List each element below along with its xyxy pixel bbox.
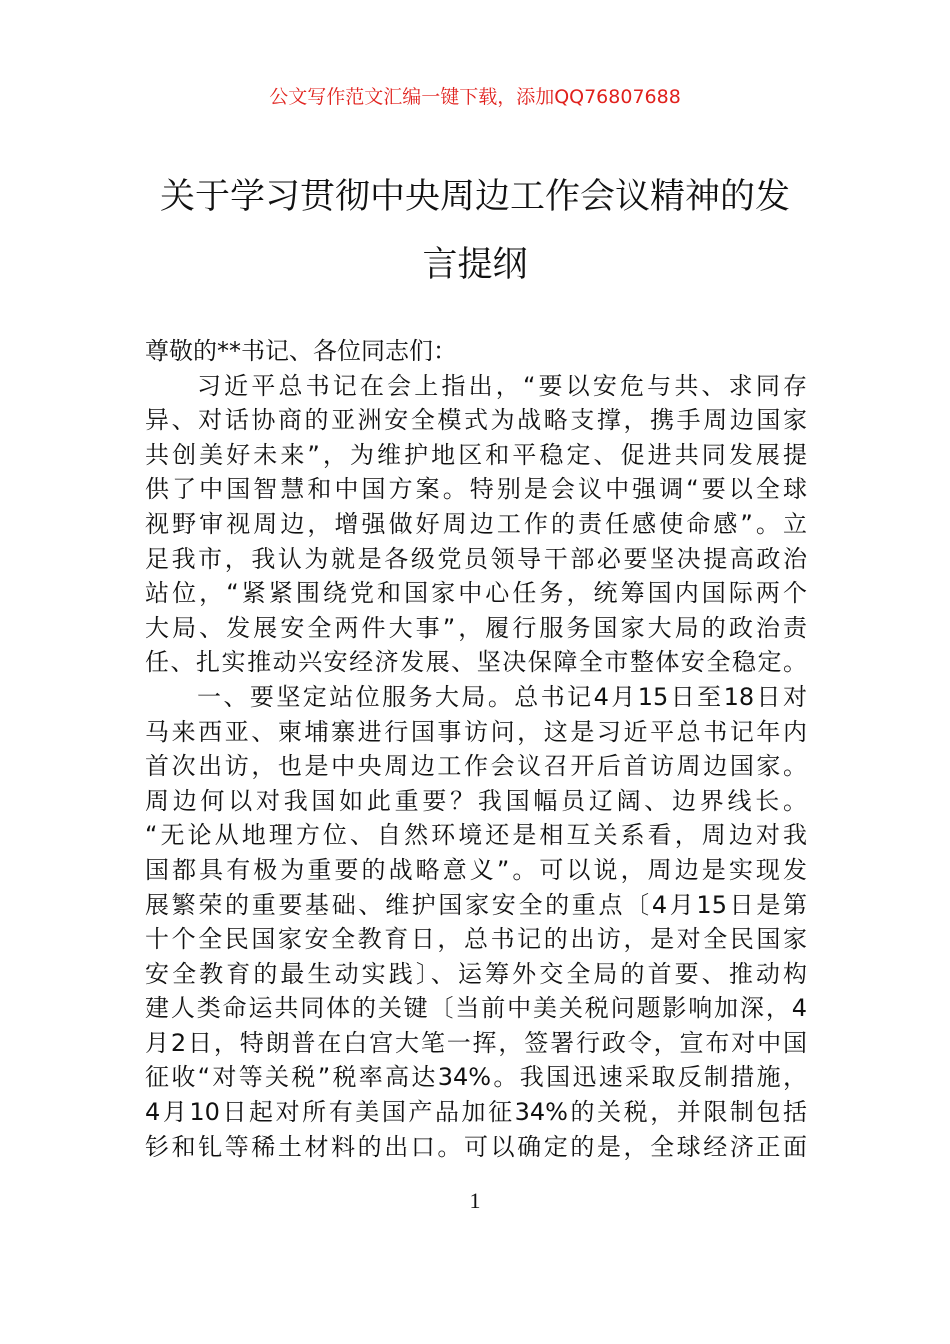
- text-line: 4月10日起对所有美国产品加征34%的关税，并限制包括: [145, 1098, 807, 1127]
- text-line: 展繁荣的重要基础、维护国家安全的重点〔4月15日是第: [145, 890, 807, 919]
- paragraph-intro: [145, 369, 807, 680]
- text-line: 供了中国智慧和中国方案。特别是会议中强调“要以全球: [145, 475, 807, 504]
- text-line: “无论从地理方位、自然环境还是相互关系看，周边对我: [145, 821, 807, 850]
- salutation: 尊敬的**书记、各位同志们：: [145, 337, 457, 365]
- paragraph-section-1: [145, 680, 807, 1164]
- text-line: 大局、发展安全两件大事”，履行服务国家大局的政治责: [145, 613, 807, 642]
- text-line: 钐和钆等稀土材料的出口。可以确定的是，全球经济正面: [145, 1132, 807, 1161]
- text-line: 国都具有极为重要的战略意义”。可以说，周边是实现发: [145, 855, 807, 884]
- text-line: 足我市，我认为就是各级党员领导干部必要坚决提高政治: [145, 544, 807, 573]
- page-number: 1: [469, 1188, 481, 1213]
- text-line: 首次出访，也是中央周边工作会议召开后首访周边国家。: [145, 752, 807, 781]
- document-title: [150, 163, 800, 299]
- text-line: 月2日，特朗普在白宫大笔一挥，签署行政令，宣布对中国: [145, 1028, 807, 1057]
- title-line-1: 关于学习贯彻中央周边工作会议精神的发: [159, 177, 790, 217]
- title-line-2: 言提纲: [422, 245, 528, 285]
- text-line: 建人类命运共同体的关键〔当前中美关税问题影响加深，4: [145, 994, 807, 1023]
- text-line: 周边何以对我国如此重要？我国幅员辽阔、边界线长。: [145, 786, 807, 815]
- text-line: 安全教育的最生动实践〕、运筹外交全局的首要、推动构: [145, 959, 807, 988]
- text-line: 异、对话协商的亚洲安全模式为战略支撑，携手周边国家: [145, 406, 807, 435]
- text-line: 站位，“紧紧围绕党和国家中心任务，统筹国内国际两个: [145, 579, 807, 608]
- text-line: 共创美好未来”，为维护地区和平稳定、促进共同发展提: [145, 440, 807, 469]
- text-line: 马来西亚、柬埔寨进行国事访问，这是习近平总书记年内: [145, 717, 807, 746]
- promo-header: 公文写作范文汇编一键下载，添加QQ76807688: [269, 86, 681, 108]
- text-line: 视野审视周边，增强做好周边工作的责任感使命感”。立: [145, 509, 807, 538]
- text-line: 征收“对等关税”税率高达34%。我国迅速采取反制措施，: [145, 1063, 807, 1092]
- text-line: 十个全民国家安全教育日，总书记的出访，是对全民国家: [145, 925, 807, 954]
- document-body: [145, 334, 807, 1164]
- text-line: 任、扎实推动兴安经济发展、坚决保障全市整体安全稳定。: [145, 648, 807, 677]
- text-line: 一、要坚定站位服务大局。总书记4月15日至18日对: [197, 682, 807, 711]
- text-line: 习近平总书记在会上指出，“要以安危与共、求同存: [197, 371, 807, 400]
